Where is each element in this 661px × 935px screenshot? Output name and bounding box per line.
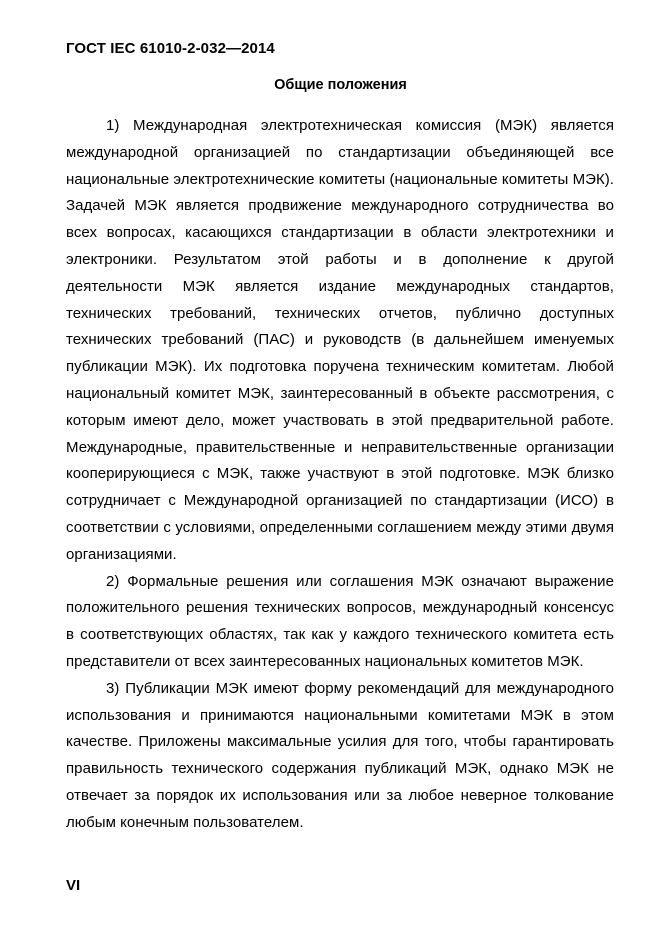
body-text bbox=[66, 113, 614, 837]
paragraph-3: 3) Публикации МЭК имеют форму рекомендаций для международного использования и принимаются национальными комитетами МЭК в этом качестве. Приложены максимальные усилия для того, чтобы гарантировать правильность технического содержания публикаций МЭК, однако МЭК не отвечает за порядок их использования или за любое неверное толкование любым конечным пользователем. bbox=[66, 679, 614, 831]
page-number: VI bbox=[66, 877, 81, 894]
paragraph-1: 1) Международная электротехническая комиссия (МЭК) является международной организацией по стандартизации объединяющей все национальные электротехнические комитеты (национальные комитеты МЭК). Задачей МЭК является продвижение международного сотрудничества во всех вопросах, касающихся стандартизации в области электротехники и электроники. Результатом этой работы и в дополнение к другой деятельности МЭК является издание международных стандартов, технических требований, технических отчетов, публично доступных технических требований (ПАС) и руководств (в дальнейшем именуемых публикации МЭК). Их подготовка поручена техническим комитетам. Любой национальный комитет МЭК, заинтересованный в объекте рассмотрения, с которым имеют дело, может участвовать в этой предварительной работе. Международные, правительственные и неправительственные организации кооперирующиеся с МЭК, также участвуют в этой подготовке. МЭК близко сотрудничает с Международной организацией по стандартизации (ИСО) в соответствии с условиями, определенными соглашением между этими двумя организациями. bbox=[66, 117, 614, 563]
standard-designation: ГОСТ IEC 61010-2-032—2014 bbox=[66, 40, 275, 57]
paragraph-2: 2) Формальные решения или соглашения МЭК означают выражение положительного решения технических вопросов, международный консенсус в соответствующих областях, так как у каждого технического комитета есть представители от всех заинтересованных национальных комитетов МЭК. bbox=[66, 572, 614, 670]
section-title: Общие положения bbox=[274, 77, 407, 93]
